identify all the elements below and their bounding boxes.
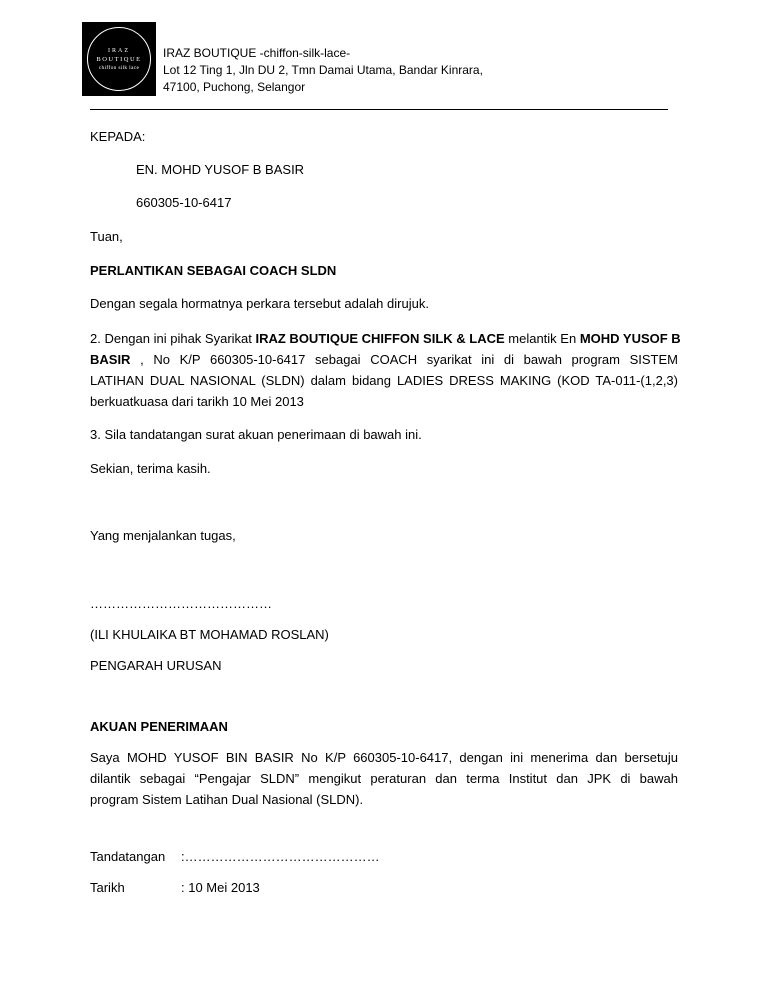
signatory-title: PENGARAH URUSAN xyxy=(90,658,222,673)
signature-line: …………………………………… xyxy=(90,596,272,611)
company-logo xyxy=(82,22,156,96)
signature-field-label: Tandatangan xyxy=(90,849,166,864)
p2-name-bold-2: BASIR xyxy=(90,352,131,367)
closing: Sekian, terima kasih. xyxy=(90,461,211,476)
paragraph-3: 3. Sila tandatangan surat akuan penerimaan di bawah ini. xyxy=(90,427,422,442)
acceptance-line-1: Saya MOHD YUSOF BIN BASIR No K/P 660305-10-6417, dengan ini menerima dan bersetuju xyxy=(90,750,678,765)
acceptance-line-3: program Sistem Latihan Dual Nasional (SLDN). xyxy=(90,792,364,807)
company-name: IRAZ BOUTIQUE -chiffon-silk-lace- xyxy=(163,46,351,60)
signature-prefix: Yang menjalankan tugas, xyxy=(90,528,236,543)
logo-line-1: IRAZ xyxy=(108,48,130,54)
header-divider xyxy=(90,109,668,110)
logo-line-2: BOUTIQUE xyxy=(96,56,142,63)
p2-text-c: melantik En xyxy=(504,331,580,346)
p2-text-a: 2. Dengan ini pihak Syarikat xyxy=(90,331,256,346)
paragraph-2-line-2 xyxy=(90,349,678,370)
subject-heading: PERLANTIKAN SEBAGAI COACH SLDN xyxy=(90,263,337,278)
signature-field-value: :……………………………………… xyxy=(181,849,380,864)
company-address-1: Lot 12 Ting 1, Jln DU 2, Tmn Damai Utama, Bandar Kinrara, xyxy=(163,63,483,77)
acceptance-heading: AKUAN PENERIMAAN xyxy=(90,719,228,734)
p2-name-bold-1: MOHD YUSOF B xyxy=(579,331,681,346)
salutation: Tuan, xyxy=(90,229,123,244)
paragraph-1: Dengan segala hormatnya perkara tersebut adalah dirujuk. xyxy=(90,296,429,311)
acceptance-line-2: dilantik sebagai “Pengajar SLDN” mengikut peraturan dan terma Institut dan JPK di bawah xyxy=(90,771,678,786)
date-field-label: Tarikh xyxy=(90,880,125,895)
p2-text-l2: , No K/P 660305-10-6417 sebagai COACH syarikat ini di bawah program SISTEM xyxy=(130,352,678,367)
p2-company-bold: IRAZ BOUTIQUE CHIFFON SILK & LACE xyxy=(255,331,505,346)
paragraph-2-line-1 xyxy=(90,328,681,349)
date-field-value: : 10 Mei 2013 xyxy=(181,880,260,895)
recipient-ic: 660305-10-6417 xyxy=(136,195,232,210)
paragraph-2 xyxy=(90,328,681,412)
signatory-name: (ILI KHULAIKA BT MOHAMAD ROSLAN) xyxy=(90,627,329,642)
paragraph-2-line-4: berkuatkuasa dari tarikh 10 Mei 2013 xyxy=(90,394,304,409)
company-address-2: 47100, Puchong, Selangor xyxy=(163,80,306,94)
logo-line-3: chiffon silk lace xyxy=(98,65,140,71)
to-label: KEPADA: xyxy=(90,129,146,144)
recipient-name: EN. MOHD YUSOF B BASIR xyxy=(136,162,305,177)
paragraph-2-line-3: LATIHAN DUAL NASIONAL (SLDN) dalam bidang LADIES DRESS MAKING (KOD TA-011-(1,2,3) xyxy=(90,373,678,388)
acceptance-paragraph xyxy=(90,747,678,810)
